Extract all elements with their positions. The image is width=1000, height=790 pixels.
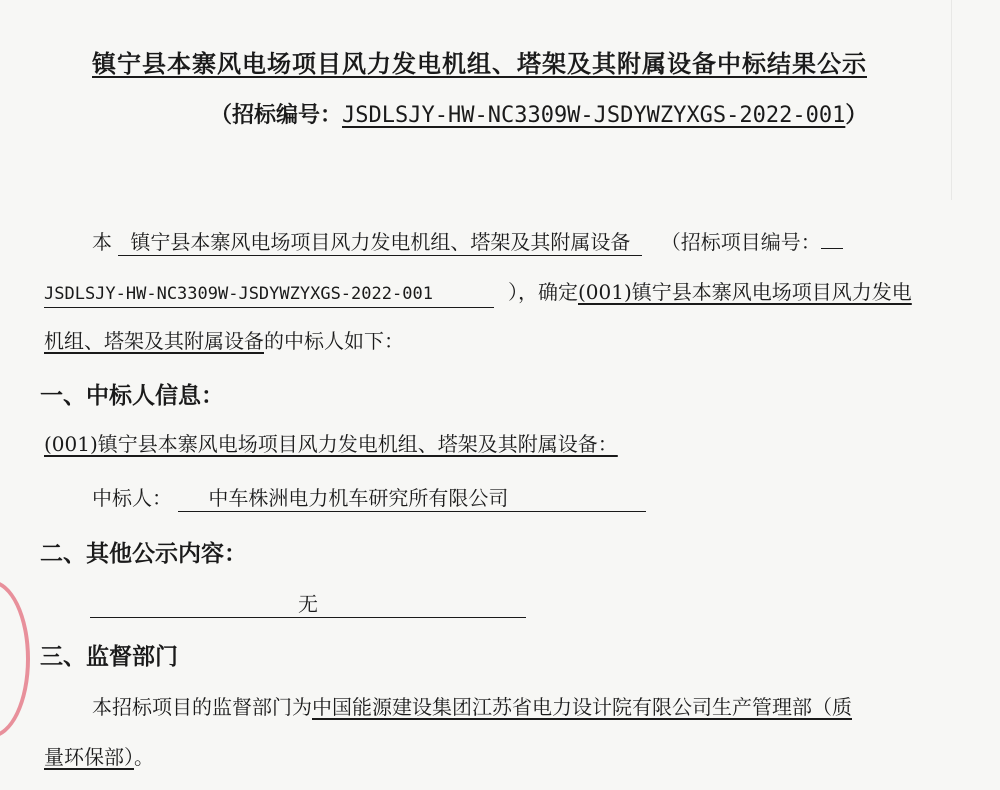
section3-text-suffix: 。 <box>134 745 154 769</box>
winner-label: 中标人： <box>92 486 172 510</box>
code-label: （招标项目编号： <box>660 230 821 254</box>
section2-content: 无 <box>298 592 318 616</box>
para1-line1 <box>92 228 843 256</box>
scan-edge-shadow <box>951 0 952 200</box>
lot-name-part2: 机组、塔架及其附属设备 <box>44 329 264 353</box>
section3-text-prefix: 本招标项目的监督部门为 <box>92 695 312 719</box>
winner-name: 中车株洲电力机车研究所有限公司 <box>208 486 509 510</box>
section3-line2 <box>44 743 154 771</box>
department-part1: 中国能源建设集团江苏省电力设计院有限公司生产管理部（质 <box>312 695 852 719</box>
department-part2: 量环保部） <box>44 745 134 769</box>
section3-heading: 三、监督部门 <box>40 644 178 670</box>
red-seal-stamp <box>0 580 30 738</box>
confirm-text: ），确定 <box>508 280 578 304</box>
section1-lot-text: (001)镇宁县本寨风电场项目风力发电机组、塔架及其附属设备： <box>44 432 618 456</box>
subtitle-code: JSDLSJY-HW-NC3309W-JSDYWZYXGS-2022-001 <box>342 103 846 128</box>
section1-heading: 一、中标人信息： <box>40 383 224 409</box>
winner-field <box>178 485 646 512</box>
section2-heading: 二、其他公示内容： <box>40 541 247 567</box>
document-subtitle <box>210 98 867 129</box>
para1-prefix: 本 <box>92 230 112 254</box>
winner-line <box>92 484 646 512</box>
document-title: 镇宁县本寨风电场项目风力发电机组、塔架及其附属设备中标结果公示 <box>92 50 867 78</box>
subtitle-open: （招标编号： <box>210 103 343 128</box>
project-name: 镇宁县本寨风电场项目风力发电机组、塔架及其附属设备 <box>130 230 631 254</box>
project-code-field <box>44 281 494 308</box>
para1-line2 <box>44 278 912 308</box>
para1-suffix: 的中标人如下： <box>264 329 404 353</box>
code-blank <box>821 248 843 249</box>
section1-lot <box>44 430 618 458</box>
project-name-field <box>118 229 642 256</box>
subtitle-close: ） <box>845 103 868 128</box>
project-code: JSDLSJY-HW-NC3309W-JSDYWZYXGS-2022-001 <box>44 284 433 304</box>
section3-line1 <box>92 693 852 721</box>
para1-line3 <box>44 327 404 355</box>
section2-content-line <box>90 590 526 618</box>
lot-name-part1: (001)镇宁县本寨风电场项目风力发电 <box>578 280 912 304</box>
section2-content-field <box>90 591 526 618</box>
